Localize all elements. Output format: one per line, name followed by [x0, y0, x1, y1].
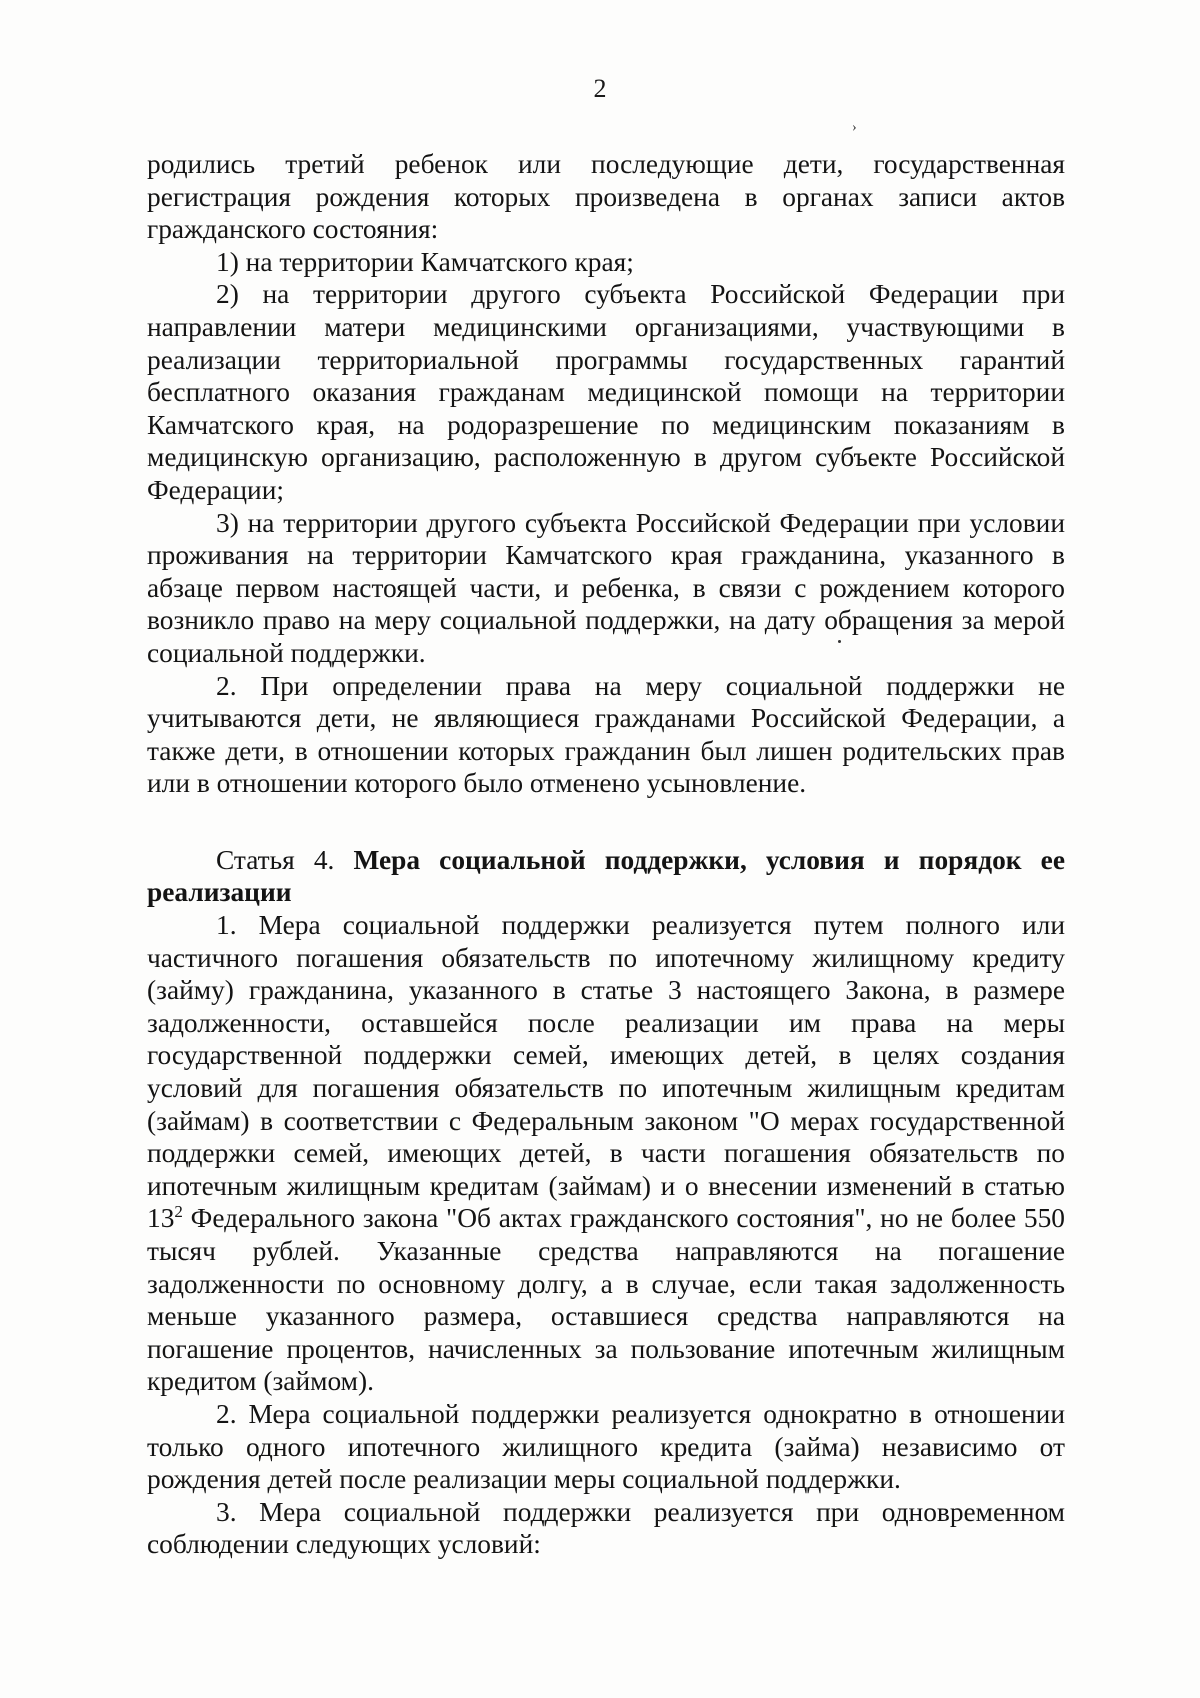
- article-paragraph-2: 2. Мера социальной поддержки реализуется однократно в отношении только одного ипотечного жилищного кредита (займа) независимо от рождения детей после реализации меры социальной поддержки.: [147, 1398, 1065, 1495]
- article-paragraph-3: 3. Мера социальной поддержки реализуется при одновременном соблюдении следующих условий:: [147, 1496, 1065, 1560]
- paragraph-continuation: родились третий ребенок или последующие дети, государственная регистрация рождения которых произведена в органах записи актов гражданского состояния:: [147, 149, 1065, 245]
- article-heading: [147, 844, 1065, 909]
- superscript-index: 2: [174, 1202, 183, 1222]
- list-item-2: 2) на территории другого субъекта Российской Федерации при направлении матери медицинскими организациями, участвующими в реализации территориальной программы государственных гарантий бесплатного оказания гражданам медицинской помощи на территории Камчатского края, на родоразрешение по медицинским показаниям в медицинскую организацию, расположенную в другом субъекте Российской Федерации;: [147, 279, 1065, 505]
- page-number: 2: [593, 74, 607, 103]
- paragraph-part-2: 2. При определении права на меру социальной поддержки не учитываются дети, не являющиеся гражданами Российской Федерации, а также дети, в отношении которых гражданин был лишен родительских прав или в отношении которого было отменено усыновление.: [147, 670, 1065, 799]
- article-title: Мера социальной поддержки, условия и порядок ее реализации: [147, 844, 1065, 908]
- article-label: Статья 4.: [216, 844, 335, 875]
- list-item-3: 3) на территории другого субъекта Российской Федерации при условии проживания на территории Камчатского края гражданина, указанного в абзаце первом настоящей части, и ребенка, в связи с рождением которого возникло право на меру социальной поддержки, на дату обращения за мерой социальной поддержки.: [147, 507, 1065, 668]
- article-paragraph-1-text-b: Федерального закона "Об актах гражданского состояния", но не более 550 тысяч рублей. Указанные средства направляются на погашение задолженности по основному долгу, а в случае, если такая задолженность меньше указанного размера, оставшиеся средства направляются на погашение процентов, начисленных за пользование ипотечным жилищным кредитом (займом).: [147, 1203, 1065, 1397]
- document-body: [147, 148, 1065, 1561]
- scan-artifact-mark: ›: [852, 120, 857, 135]
- article-paragraph-1: [147, 909, 1065, 1398]
- article-paragraph-1-text-a: 1. Мера социальной поддержки реализуется путем полного или частичного погашения обязательств по ипотечному жилищному кредиту (займу) гражданина, указанного в статье 3 настоящего Закона, в размере задолженности, оставшейся после реализации им права на меры государственной поддержки семей, имеющих детей, в целях создания условий для погашения обязательств по ипотечным жилищным кредитам (займам) в соответствии с Федеральным законом "О мерах государственной поддержки семей, имеющих детей, в части погашения обязательств по ипотечным жилищным кредитам (займам) и о внесении изменений в статью 13: [147, 910, 1065, 1234]
- list-item-1: 1) на территории Камчатского края;: [216, 246, 634, 277]
